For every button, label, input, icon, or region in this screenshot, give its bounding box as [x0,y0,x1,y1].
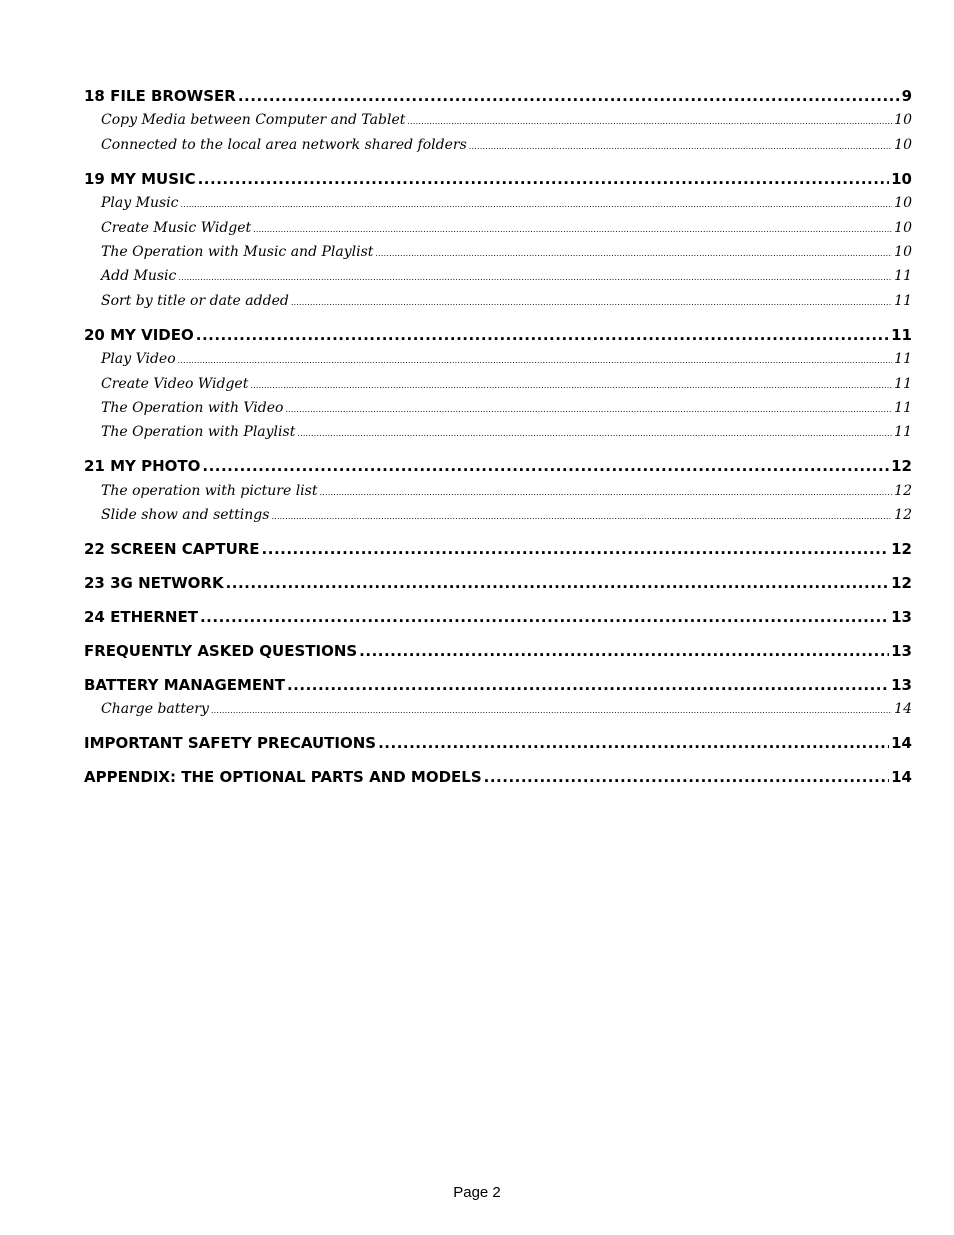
toc-subentry-page: 10 [894,136,912,153]
toc-entry-page: 10 [891,169,912,188]
toc-entry-page: 14 [891,768,912,787]
toc-subentry-page: 11 [894,399,912,416]
toc-entry[interactable] [84,86,912,106]
toc-entry-title: 19 MY MUSIC [84,169,196,188]
toc-subentry-page: 10 [894,219,912,236]
dot-leader [319,483,892,503]
toc-subentry[interactable] [84,699,912,719]
toc-subentry-title: The Operation with Playlist [101,424,296,441]
toc-entry-title: 21 MY PHOTO [84,457,201,476]
dot-leader [285,400,892,420]
toc-entry-page: 13 [891,676,912,695]
toc-entry-title: 18 FILE BROWSER [84,87,236,105]
toc-subentry-page: 10 [894,243,912,260]
toc-subentry-title: Create Video Widget [101,375,249,392]
toc-entry-page: 14 [891,734,912,753]
page-number-footer: Page 2 [453,1184,501,1201]
toc-entry-title: 23 3G NETWORK [84,574,224,593]
toc-entry-title: BATTERY MANAGEMENT [84,676,285,695]
toc-subentry-title: The Operation with Video [101,399,284,416]
dot-leader [262,539,890,559]
dot-leader [198,169,890,189]
dot-leader [202,456,889,476]
toc-subentry-title: The operation with picture list [101,482,318,499]
toc-subentry-title: The Operation with Music and Playlist [101,243,374,260]
toc-subentry[interactable] [84,291,912,311]
toc-subentry[interactable] [84,193,912,213]
toc-subentry-page: 10 [894,112,912,129]
toc-subentry-page: 14 [894,701,912,718]
dot-leader [484,767,889,787]
toc-entry-title: IMPORTANT SAFETY PRECAUTIONS [84,734,377,753]
toc-entry-title: 20 MY VIDEO [84,325,194,344]
dot-leader [250,376,892,396]
dot-leader [469,137,892,157]
toc-entry-page: 13 [891,642,912,661]
toc-entry[interactable] [84,456,912,476]
toc-subentry-page: 12 [894,507,912,524]
toc-subentry[interactable] [84,266,912,286]
toc-subentry-page: 11 [894,424,912,441]
dot-leader [180,195,892,215]
toc-subentry[interactable] [84,505,912,525]
toc-entry-title: 22 SCREEN CAPTURE [84,540,260,559]
dot-leader [196,325,889,345]
toc-subentry[interactable] [84,398,912,418]
toc-subentry[interactable] [84,135,912,155]
toc-subentry-title: Charge battery [101,701,209,718]
toc-subentry-page: 11 [894,375,912,392]
toc-subentry-page: 11 [894,351,912,368]
toc-entry-page: 12 [891,457,912,476]
toc-entry-page: 11 [891,325,912,344]
dot-leader [291,293,892,313]
toc-subentry-title: Play Video [101,351,176,368]
toc-subentry[interactable] [84,481,912,501]
toc-entry[interactable] [84,675,912,695]
dot-leader [178,351,893,371]
toc-entry-title: 24 ETHERNET [84,608,198,627]
dot-leader [200,607,889,627]
toc-entry-title: FREQUENTLY ASKED QUESTIONS [84,642,358,661]
toc-entry[interactable] [84,539,912,559]
toc-entry[interactable] [84,169,912,189]
toc-subentry[interactable] [84,242,912,262]
toc-subentry-title: Slide show and settings [101,507,270,524]
toc-subentry-page: 11 [894,292,912,309]
dot-leader [297,424,892,444]
toc-subentry-title: Sort by title or date added [101,292,289,309]
toc-subentry-title: Add Music [101,268,177,285]
toc-entry[interactable] [84,641,912,661]
dot-leader [271,507,892,527]
toc-subentry-page: 11 [894,268,912,285]
toc-subentry-title: Create Music Widget [101,219,252,236]
toc-entry[interactable] [84,767,912,787]
toc-entry-page: 13 [891,608,912,627]
dot-leader [375,244,892,264]
toc-subentry-page: 12 [894,482,912,499]
toc-entry[interactable] [84,573,912,593]
toc-subentry-page: 10 [894,195,912,212]
toc-subentry[interactable] [84,374,912,394]
dot-leader [253,220,892,240]
dot-leader [178,268,892,288]
dot-leader [226,573,890,593]
toc-entry-page: 9 [901,87,912,105]
dot-leader [238,86,900,106]
table-of-contents [84,86,912,787]
dot-leader [211,701,892,721]
toc-subentry-title: Connected to the local area network shared folders [101,136,467,153]
toc-subentry[interactable] [84,110,912,130]
toc-subentry[interactable] [84,422,912,442]
toc-subentry-title: Play Music [101,195,179,212]
toc-entry[interactable] [84,607,912,627]
dot-leader [378,733,889,753]
toc-entry-page: 12 [891,574,912,593]
toc-entry[interactable] [84,733,912,753]
toc-subentry[interactable] [84,218,912,238]
dot-leader [287,675,889,695]
toc-subentry[interactable] [84,349,912,369]
toc-entry-page: 12 [891,540,912,559]
dot-leader [359,641,889,661]
toc-subentry-title: Copy Media between Computer and Tablet [101,112,406,129]
toc-entry-title: APPENDIX: THE OPTIONAL PARTS AND MODELS [84,768,482,787]
dot-leader [407,112,892,132]
toc-entry[interactable] [84,325,912,345]
